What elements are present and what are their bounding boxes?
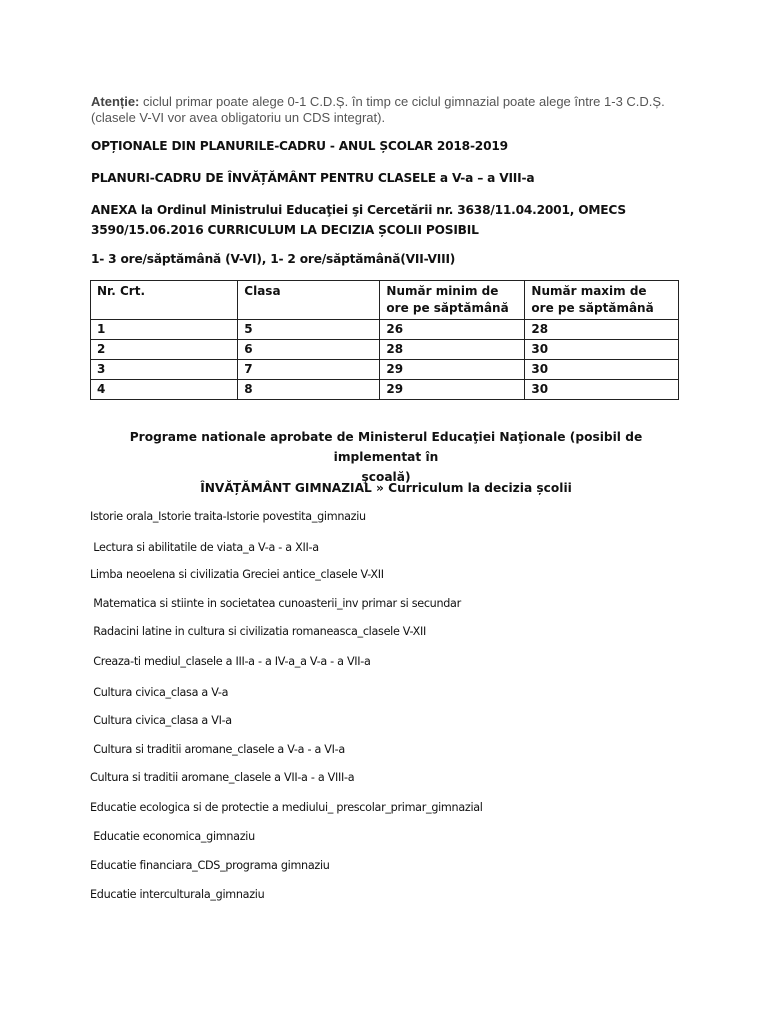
cell-max: 30 <box>525 340 679 360</box>
programs-title-line1: Programe nationale aprobate de Ministerul Educaţiei Naţionale (posibil de implementat în <box>129 430 643 464</box>
programs-subtitle: ÎNVĂȚĂMÂNT GIMNAZIAL » Curriculum la decizia școlii <box>200 481 572 495</box>
heading-optionale: OPȚIONALE DIN PLANURILE-CADRU - ANUL ȘCOLAR 2018-2019 <box>91 139 508 153</box>
cell-min: 29 <box>380 360 525 380</box>
heading-anexa-line1: ANEXA la Ordinul Ministrului Educaţiei şi Cercetării nr. 3638/11.04.2001, OMECS <box>91 203 626 217</box>
cell-min: 28 <box>380 340 525 360</box>
cell-max: 28 <box>525 320 679 340</box>
hours-table <box>90 280 679 400</box>
program-item: Cultura civica_clasa a VI-a <box>90 714 232 727</box>
cell-min: 29 <box>380 380 525 400</box>
table-header-row <box>91 281 679 320</box>
program-item: Educatie financiara_CDS_programa gimnaziu <box>90 859 330 872</box>
cell-clasa: 7 <box>238 360 380 380</box>
program-item: Cultura civica_clasa a V-a <box>90 686 229 699</box>
cell-nr: 4 <box>91 380 238 400</box>
header-clasa: Clasa <box>238 281 380 320</box>
notice-lead: Atenție: <box>91 94 140 109</box>
program-item: Cultura si traditii aromane_clasele a V-a - a VI-a <box>90 743 345 756</box>
table-row <box>91 380 679 400</box>
heading-planuri-cadru: PLANURI-CADRU DE ÎNVĂȚĂMÂNT PENTRU CLASELE a V-a – a VIII-a <box>91 171 535 185</box>
cell-clasa: 8 <box>238 380 380 400</box>
program-item: Istorie orala_Istorie traita-Istorie povestita_gimnaziu <box>90 510 366 523</box>
programs-title-line2: şcoală) <box>361 470 411 484</box>
cell-nr: 3 <box>91 360 238 380</box>
heading-anexa <box>91 200 711 240</box>
header-min-hours: Număr minim de ore pe săptămână <box>380 281 525 320</box>
program-item: Educatie interculturala_gimnaziu <box>90 888 265 901</box>
program-item: Educatie ecologica si de protectie a mediului_ prescolar_primar_gimnazial <box>90 801 483 814</box>
notice-line2: (clasele V-VI vor avea obligatoriu un CDS integrat). <box>91 110 386 125</box>
heading-anexa-line2: 3590/15.06.2016 CURRICULUM LA DECIZIA ȘCOLII POSIBIL <box>91 223 479 237</box>
program-item: Educatie economica_gimnaziu <box>90 830 255 843</box>
header-max-hours: Număr maxim de ore pe săptămână <box>525 281 679 320</box>
cell-nr: 1 <box>91 320 238 340</box>
cell-clasa: 5 <box>238 320 380 340</box>
program-item: Lectura si abilitatile de viata_a V-a - a XII-a <box>90 541 319 554</box>
attention-notice <box>91 94 731 126</box>
table-row <box>91 320 679 340</box>
program-item: Cultura si traditii aromane_clasele a VII-a - a VIII-a <box>90 771 355 784</box>
notice-line1: ciclul primar poate alege 0-1 C.D.Ș. în timp ce ciclul gimnazial poate alege între 1-3 C.D.Ș. <box>143 94 665 109</box>
cell-max: 30 <box>525 380 679 400</box>
program-item: Radacini latine in cultura si civilizatia romaneasca_clasele V-XII <box>90 625 427 638</box>
program-item: Limba neoelena si civilizatia Greciei antice_clasele V-XII <box>90 568 384 581</box>
program-item: Matematica si stiinte in societatea cunoasterii_inv primar si secundar <box>90 597 461 610</box>
cell-nr: 2 <box>91 340 238 360</box>
heading-hours: 1- 3 ore/săptămână (V-VI), 1- 2 ore/săptămână(VII-VIII) <box>91 252 456 266</box>
cell-min: 26 <box>380 320 525 340</box>
header-nr-crt: Nr. Crt. <box>91 281 238 320</box>
cell-max: 30 <box>525 360 679 380</box>
table-row <box>91 360 679 380</box>
cell-clasa: 6 <box>238 340 380 360</box>
table-row <box>91 340 679 360</box>
program-item: Creaza-ti mediul_clasele a III-a - a IV-a_a V-a - a VII-a <box>90 655 371 668</box>
